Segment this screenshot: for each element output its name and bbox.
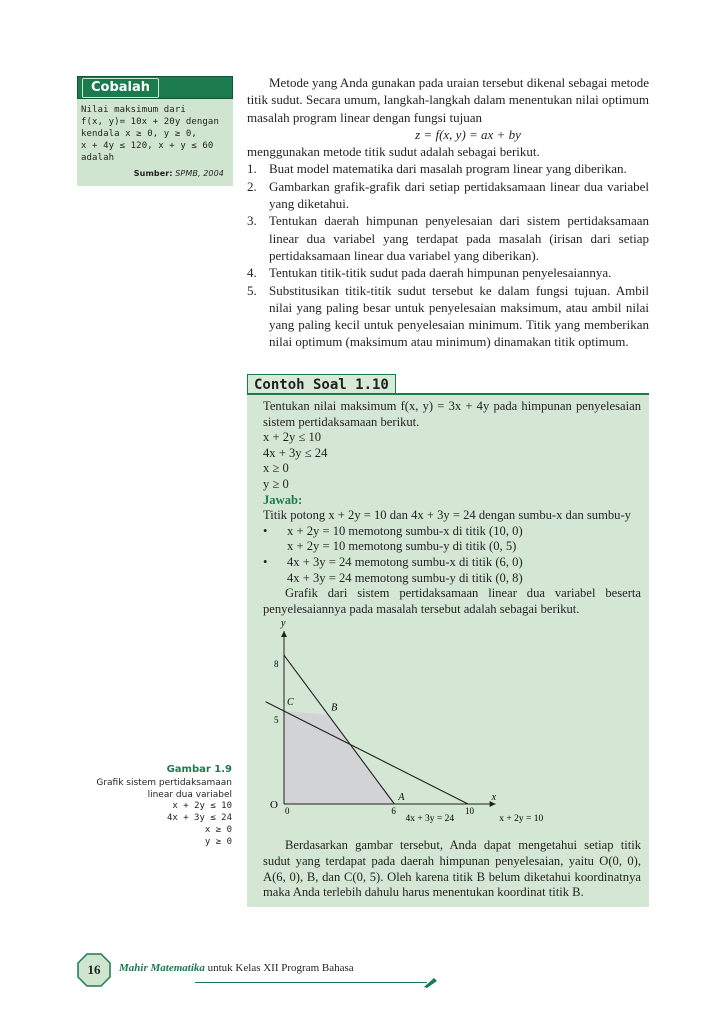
page-number: 16 <box>87 962 101 977</box>
figure-inequality: 4x + 3y ≤ 24 <box>166 813 232 824</box>
cobalah-header <box>77 76 233 99</box>
figure-title: Gambar 1.9 <box>166 764 232 775</box>
book-title: Mahir Matematika <box>119 962 205 974</box>
example-box <box>247 395 649 907</box>
y-axis-arrow-icon <box>281 631 287 637</box>
graph-intro: Grafik dari sistem pertidaksamaan linear dua variabel beserta penyelesaiannya pada masalah tersebut adalah sebagai berikut. <box>263 586 641 616</box>
intro-paragraph: Metode yang Anda gunakan pada uraian tersebut dikenal sebagai metode titik sudut. Secara umum, langkah-langkah dalam menentukan nilai optimum masalah program linear dengan fungsi tujuan <box>247 75 649 125</box>
constraint: x + 2y ≤ 10 <box>263 430 322 445</box>
cobalah-title: Cobalah <box>82 78 159 98</box>
cobalah-line: f(x, y)= 10x + 20y dengan <box>81 117 219 127</box>
y-axis-label: y <box>281 618 286 630</box>
cobalah-box <box>77 76 233 186</box>
cobalah-source-value: SPMB, 2004 <box>175 169 224 178</box>
step-item <box>247 160 649 177</box>
step-text: Tentukan titik-titik sudut pada daerah himpunan penyelesaiannya. <box>269 265 612 281</box>
figure-description: Grafik sistem pertidaksamaan linear dua variabel <box>96 777 232 800</box>
x-tick-label: 0 <box>285 806 290 817</box>
step-item <box>247 178 649 213</box>
figure-inequality: x ≥ 0 <box>204 824 232 835</box>
origin-label: O <box>270 799 278 812</box>
bullet-subline: 4x + 3y = 24 memotong sumbu-y di titik (0, 8) <box>287 570 523 585</box>
bullet-item <box>263 555 641 571</box>
corner-point-label: C <box>287 697 294 709</box>
bullet-text: x + 2y = 10 memotong sumbu-x di titik (10, 0) <box>287 523 523 538</box>
bullet-icon: • <box>263 523 268 538</box>
step-number: 2. <box>247 178 257 194</box>
feasible-region-graph <box>263 618 641 836</box>
step-text: Tentukan daerah himpunan penyelesaian dari sistem pertidaksamaan linear dua variabel yang terdapat pada masalah (irisan dari setiap pertidaksamaan linear dua variabel yang diberikan). <box>269 213 649 263</box>
example-header <box>247 374 649 395</box>
book-subtitle: untuk Kelas XII Program Bahasa <box>207 962 354 974</box>
cobalah-line: kendala x ≥ 0, y ≥ 0, <box>81 129 197 139</box>
footer-text <box>119 962 354 974</box>
steps-list <box>247 160 649 350</box>
footer-rule <box>195 982 427 983</box>
example-title: Contoh Soal 1.10 <box>247 374 396 394</box>
bullet-item <box>263 524 641 540</box>
bullet-text: 4x + 3y = 24 memotong sumbu-x di titik (6, 0) <box>287 554 523 569</box>
y-tick-label: 8 <box>274 659 279 670</box>
step-number: 5. <box>247 282 257 298</box>
intercept-intro: Titik potong x + 2y = 10 dan 4x + 3y = 24 dengan sumbu-x dan sumbu-y <box>263 508 631 523</box>
y-tick-label: 5 <box>274 715 279 726</box>
constraint: y ≥ 0 <box>263 476 289 491</box>
feasible-region <box>284 711 394 804</box>
corner-point-label: A <box>398 792 405 804</box>
cobalah-source-label: Sumber: <box>133 169 173 178</box>
step-text: Substitusikan titik-titik sudut tersebut ke dalam fungsi tujuan. Ambil nilai yang paling besar untuk penyelesaian maksimum, atau ambil nilai yang paling kecil untuk penyelesaian minimum. Titik yang memberikan nilai optimum (maksimum atau minimum) dinamakan titik optimum. <box>269 282 649 350</box>
figure-inequality: x + 2y ≤ 10 <box>172 801 232 812</box>
main-text <box>247 74 649 351</box>
series-label: x + 2y = 10 <box>499 814 544 825</box>
constraint: 4x + 3y ≤ 24 <box>263 445 328 460</box>
step-item <box>247 282 649 351</box>
problem-statement: Tentukan nilai maksimum f(x, y) = 3x + 4y pada himpunan penyelesaian sistem pertidaksamaan berikut. <box>263 399 641 429</box>
cobalah-line: Nilai maksimum dari <box>81 105 186 115</box>
pencil-icon <box>423 975 439 989</box>
page-footer <box>77 953 447 987</box>
step-number: 3. <box>247 213 257 229</box>
figure-caption <box>80 764 232 849</box>
answer-label: Jawab: <box>263 492 303 507</box>
cobalah-line: x + 4y ≤ 120, x + y ≤ 60 adalah <box>81 141 214 163</box>
step-item <box>247 264 649 281</box>
step-number: 1. <box>247 161 257 177</box>
objective-formula: z = f(x, y) = ax + by <box>415 126 521 142</box>
step-item <box>247 212 649 264</box>
series-label: 4x + 3y = 24 <box>405 814 455 825</box>
constraint: x ≥ 0 <box>263 461 289 476</box>
step-text: Buat model matematika dari masalah program linear yang diberikan. <box>269 161 627 177</box>
cobalah-source <box>81 168 230 180</box>
cobalah-body <box>77 99 233 186</box>
figure-inequality: y ≥ 0 <box>204 836 232 847</box>
conclusion-paragraph: Berdasarkan gambar tersebut, Anda dapat mengetahui setiap titik sudut yang terdapat pada daerah himpunan penyelesaian, yaitu O(0, 0), A(6, 0), B, dan C(0, 5). Oleh karena titik B belum diketahui koordinatnya maka Anda terlebih dahulu harus menentukan koordinat titik B. <box>263 838 641 900</box>
x-tick-label: 6 <box>391 806 396 817</box>
intro-continuation: menggunakan metode titik sudut adalah sebagai berikut. <box>247 144 540 160</box>
bullet-icon: • <box>263 554 268 569</box>
corner-point-label: B <box>331 703 338 715</box>
bullet-subline: x + 2y = 10 memotong sumbu-y di titik (0, 5) <box>287 539 517 554</box>
x-axis-label: x <box>491 792 497 804</box>
x-tick-label: 10 <box>465 806 474 817</box>
step-text: Gambarkan grafik-grafik dari setiap pertidaksamaan linear dua variabel yang diketahui. <box>269 178 649 212</box>
step-number: 4. <box>247 265 257 281</box>
